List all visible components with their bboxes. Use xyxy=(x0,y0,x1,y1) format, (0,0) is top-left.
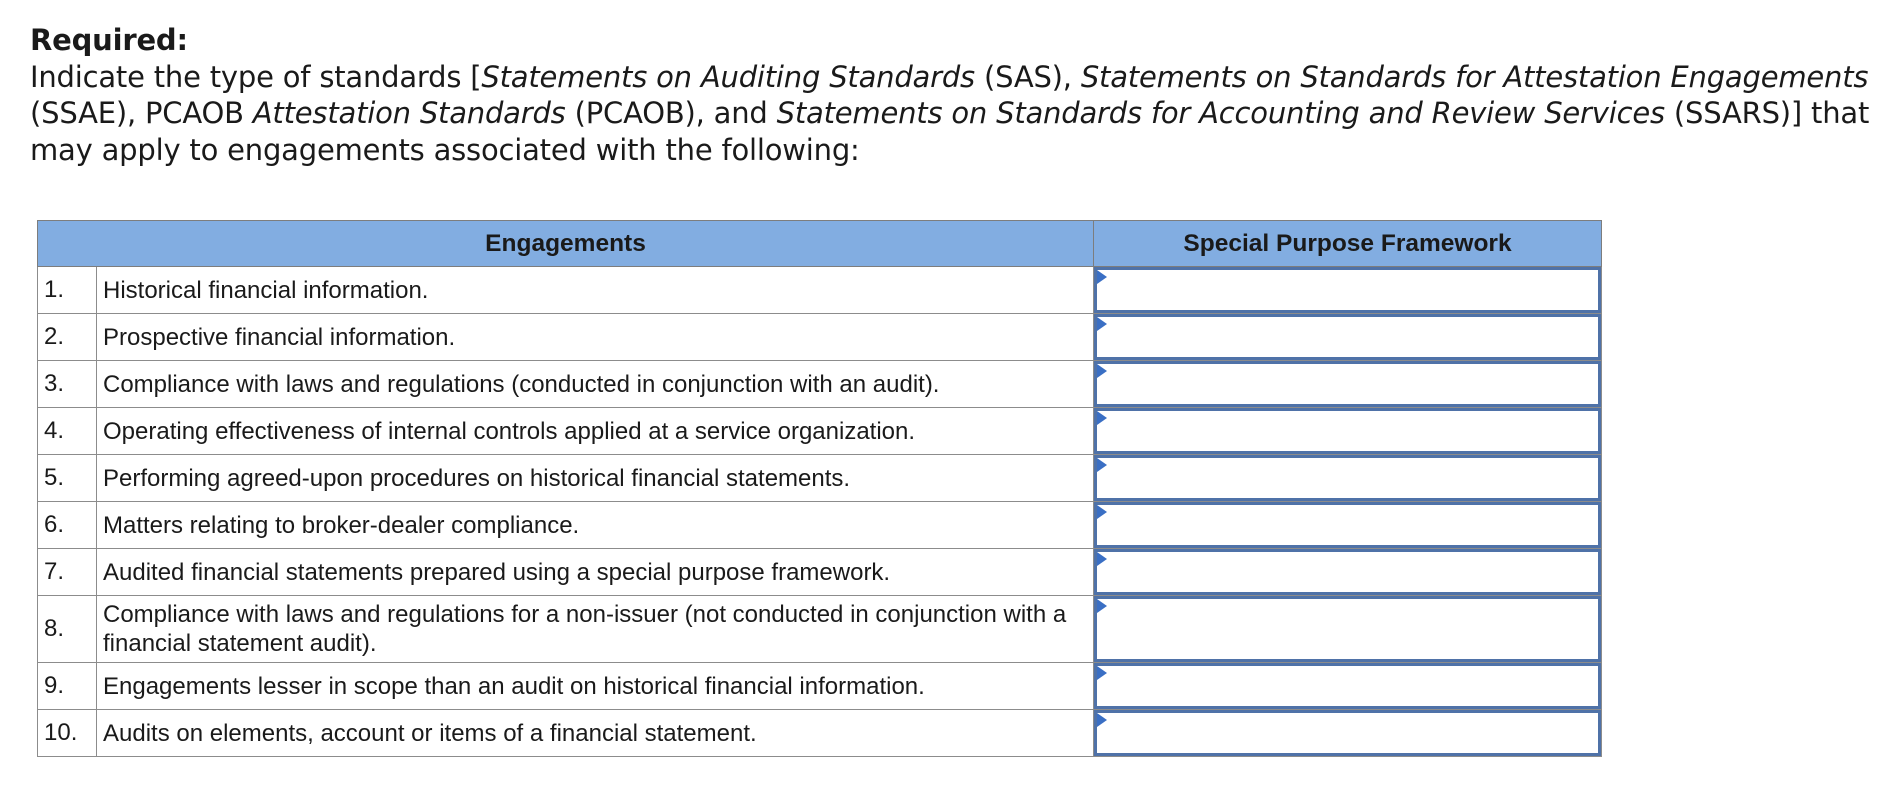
answer-cell xyxy=(1094,549,1602,596)
sas-abbr: (SAS), xyxy=(974,59,1081,94)
row-number: 7. xyxy=(38,549,97,596)
framework-answer-dropdown[interactable] xyxy=(1094,710,1601,756)
row-number: 4. xyxy=(38,408,97,455)
row-number: 10. xyxy=(38,710,97,757)
dropdown-triangle-icon xyxy=(1097,552,1107,566)
table-row xyxy=(38,549,1602,596)
dropdown-triangle-icon xyxy=(1097,317,1107,331)
answer-cell xyxy=(1094,314,1602,361)
framework-answer-dropdown[interactable] xyxy=(1094,267,1601,313)
engagement-description: Prospective financial information. xyxy=(97,314,1094,361)
ssars-tail: (SSARS)] that may apply to engagements associated with the following: xyxy=(30,96,1870,167)
pcaob-title: Attestation Standards xyxy=(252,96,566,130)
dropdown-triangle-icon xyxy=(1097,599,1107,613)
engagement-description: Performing agreed-upon procedures on historical financial statements. xyxy=(97,455,1094,502)
engagement-description: Matters relating to broker-dealer compliance. xyxy=(97,502,1094,549)
pcaob-abbr: (PCAOB), and xyxy=(565,96,777,130)
dropdown-triangle-icon xyxy=(1097,364,1107,378)
answer-cell xyxy=(1094,408,1602,455)
sas-title: Statements on Auditing Standards xyxy=(481,59,975,94)
ssae-abbr: (SSAE), PCAOB xyxy=(30,96,253,130)
ssars-title: Statements on Standards for Accounting and Review Services xyxy=(776,96,1665,130)
ssae-title: Statements on Standards for Attestation Engagements xyxy=(1080,59,1869,94)
framework-answer-dropdown[interactable] xyxy=(1094,502,1601,548)
answer-cell xyxy=(1094,663,1602,710)
question-text xyxy=(30,59,1880,169)
framework-answer-dropdown[interactable] xyxy=(1094,314,1601,360)
engagement-description: Audits on elements, account or items of a financial statement. xyxy=(97,710,1094,757)
engagement-description: Operating effectiveness of internal controls applied at a service organization. xyxy=(97,408,1094,455)
dropdown-triangle-icon xyxy=(1097,505,1107,519)
row-number: 5. xyxy=(38,455,97,502)
table-row xyxy=(38,596,1602,663)
row-number: 8. xyxy=(38,596,97,663)
dropdown-triangle-icon xyxy=(1097,270,1107,284)
framework-header: Special Purpose Framework xyxy=(1094,221,1602,267)
table-row xyxy=(38,361,1602,408)
intro-text: Indicate the type of standards [ xyxy=(30,59,482,94)
dropdown-triangle-icon xyxy=(1097,458,1107,472)
answer-cell xyxy=(1094,502,1602,549)
framework-answer-dropdown[interactable] xyxy=(1094,663,1601,709)
row-number: 3. xyxy=(38,361,97,408)
dropdown-triangle-icon xyxy=(1097,666,1107,680)
table-row xyxy=(38,455,1602,502)
engagement-description: Engagements lesser in scope than an audit on historical financial information. xyxy=(97,663,1094,710)
answer-cell xyxy=(1094,455,1602,502)
answer-cell xyxy=(1094,361,1602,408)
answer-cell xyxy=(1094,267,1602,314)
framework-answer-dropdown[interactable] xyxy=(1094,455,1601,501)
answer-cell xyxy=(1094,596,1602,663)
row-number: 9. xyxy=(38,663,97,710)
framework-answer-dropdown[interactable] xyxy=(1094,549,1601,595)
row-number: 1. xyxy=(38,267,97,314)
table-header-row xyxy=(38,221,1602,267)
table-row xyxy=(38,710,1602,757)
instructions xyxy=(30,22,1880,168)
engagements-table xyxy=(37,220,1602,757)
table-row xyxy=(38,502,1602,549)
framework-answer-dropdown[interactable] xyxy=(1094,596,1601,662)
dropdown-triangle-icon xyxy=(1097,713,1107,727)
engagement-description: Compliance with laws and regulations (conducted in conjunction with an audit). xyxy=(97,361,1094,408)
framework-answer-dropdown[interactable] xyxy=(1094,408,1601,454)
table-row xyxy=(38,267,1602,314)
row-number: 6. xyxy=(38,502,97,549)
engagement-description: Historical financial information. xyxy=(97,267,1094,314)
engagement-description: Audited financial statements prepared using a special purpose framework. xyxy=(97,549,1094,596)
answer-cell xyxy=(1094,710,1602,757)
table-row xyxy=(38,408,1602,455)
row-number: 2. xyxy=(38,314,97,361)
engagement-description: Compliance with laws and regulations for a non-issuer (not conducted in conjunction with a financial statement audit). xyxy=(97,596,1094,663)
dropdown-triangle-icon xyxy=(1097,411,1107,425)
table-row xyxy=(38,314,1602,361)
table-row xyxy=(38,663,1602,710)
framework-answer-dropdown[interactable] xyxy=(1094,361,1601,407)
engagements-header: Engagements xyxy=(38,221,1094,267)
required-label: Required: xyxy=(30,23,188,57)
table-body xyxy=(38,267,1602,757)
